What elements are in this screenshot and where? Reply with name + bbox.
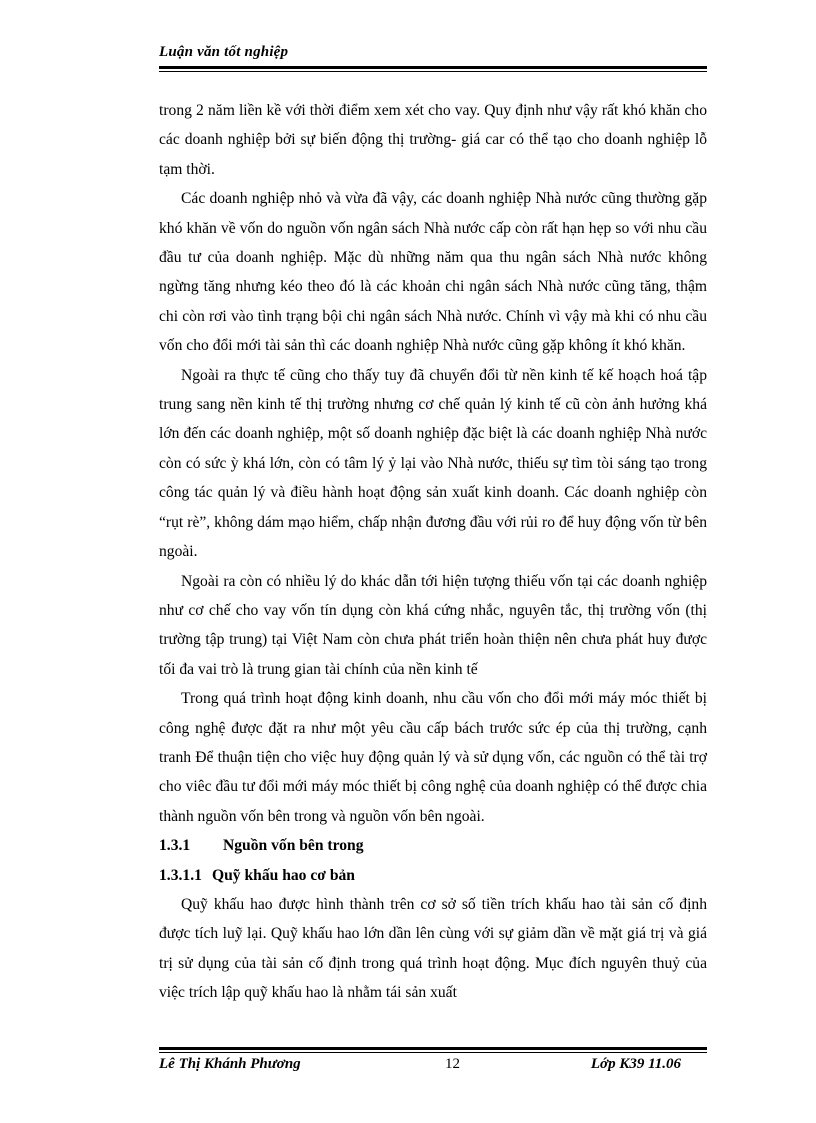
paragraph: Ngoài ra còn có nhiều lý do khác dẫn tới hiện tượng thiếu vốn tại các doanh nghiệp như cơ chế cho vay vốn tín dụng còn khá cứng nhắc, nguyên tắc, thị trường vốn (thị trường tập trung) tại Việt Nam còn chưa phát triển hoàn thiện nên chưa phát huy được tối đa vai trò là trung gian tài chính của nền kinh tế [159,572,707,678]
section-number: 1.3.1 [159,837,191,855]
header-title: Luận văn tốt nghiệp [159,44,289,60]
document-body [159,96,707,1008]
footer-class: Lớp K39 11.06 [590,1056,681,1072]
footer-rule-thin [159,1052,707,1053]
section-title: Nguồn vốn bên trong [223,837,364,855]
header-rule-thick [159,66,707,69]
paragraph: trong 2 năm liền kề với thời điểm xem xét cho vay. Quy định như vậy rất khó khăn cho các doanh nghiệp bởi sự biến động thị trường- giá car có thể tạo cho doanh nghiệp lỗ tạm thời. [159,102,707,178]
subsection-title: Quỹ khấu hao cơ bản [212,866,355,884]
paragraph: Ngoài ra thực tế cũng cho thấy tuy đã chuyển đổi từ nền kinh tế kế hoạch hoá tập trung sang nền kinh tế thị trường nhưng cơ chế quản lý kinh tế cũ còn ảnh hưởng khá lớn đến các doanh nghiệp, một số doanh nghiệp đặc biệt là các doanh nghiệp Nhà nước còn có sức ỳ khá lớn, còn có tâm lý ỷ lại vào Nhà nước, thiếu sự tìm tòi sáng tạo trong công tác quản lý và điều hành hoạt động sản xuất kinh doanh. Các doanh nghiệp còn “rụt rè”, không dám mạo hiểm, chấp nhận đương đầu với rủi ro để huy động vốn từ bên ngoài. [159,366,707,561]
subsection-heading [159,861,707,890]
paragraph: Trong quá trình hoạt động kinh doanh, nhu cầu vốn cho đổi mới máy móc thiết bị công nghệ được đặt ra như một yêu cầu cấp bách trước sức ép của thị trường, cạnh tranh Để thuận tiện cho việc huy động quản lý và sử dụng vốn, các nguồn có thể tài trợ cho viêc đầu tư đổi mới máy móc thiết bị công nghệ của doanh nghiệp có thể được chia thành nguồn vốn bên trong và nguồn vốn bên ngoài. [159,690,707,825]
page-number: 12 [445,1056,460,1072]
section-heading [159,831,707,860]
paragraph: Các doanh nghiệp nhỏ và vừa đã vậy, các doanh nghiệp Nhà nước cũng thường gặp khó khăn về vốn do nguồn vốn ngân sách Nhà nước cấp còn rất hạn hẹp so với nhu cầu đầu tư của doanh nghiệp. Mặc dù những năm qua thu ngân sách Nhà nước không ngừng tăng nhưng kéo theo đó là các khoản chi ngân sách Nhà nước cũng tăng, thậm chi còn rơi vào tình trạng bội chi ngân sách Nhà nước. Chính vì vậy mà khi có nhu cầu vốn cho đổi mới tài sản thì các doanh nghiệp Nhà nước cũng gặp không ít khó khăn. [159,190,707,355]
footer-rule-thick [159,1047,707,1050]
subsection-number: 1.3.1.1 [159,866,202,884]
header-rule-thin [159,71,707,72]
footer-author: Lê Thị Khánh Phương [159,1056,301,1072]
paragraph: Quỹ khấu hao được hình thành trên cơ sở số tiền trích khấu hao tài sản cố định được tích luỹ lại. Quỹ khấu hao lớn dần lên cùng với sự giảm dần về mặt giá trị và giá trị sử dụng của tài sản cố định trong quá trình hoạt động. Mục đích nguyên thuỷ của việc trích lập quỹ khấu hao là nhằm tái sản xuất [159,895,707,1002]
page-footer [159,1056,707,1076]
page-header [159,44,707,61]
